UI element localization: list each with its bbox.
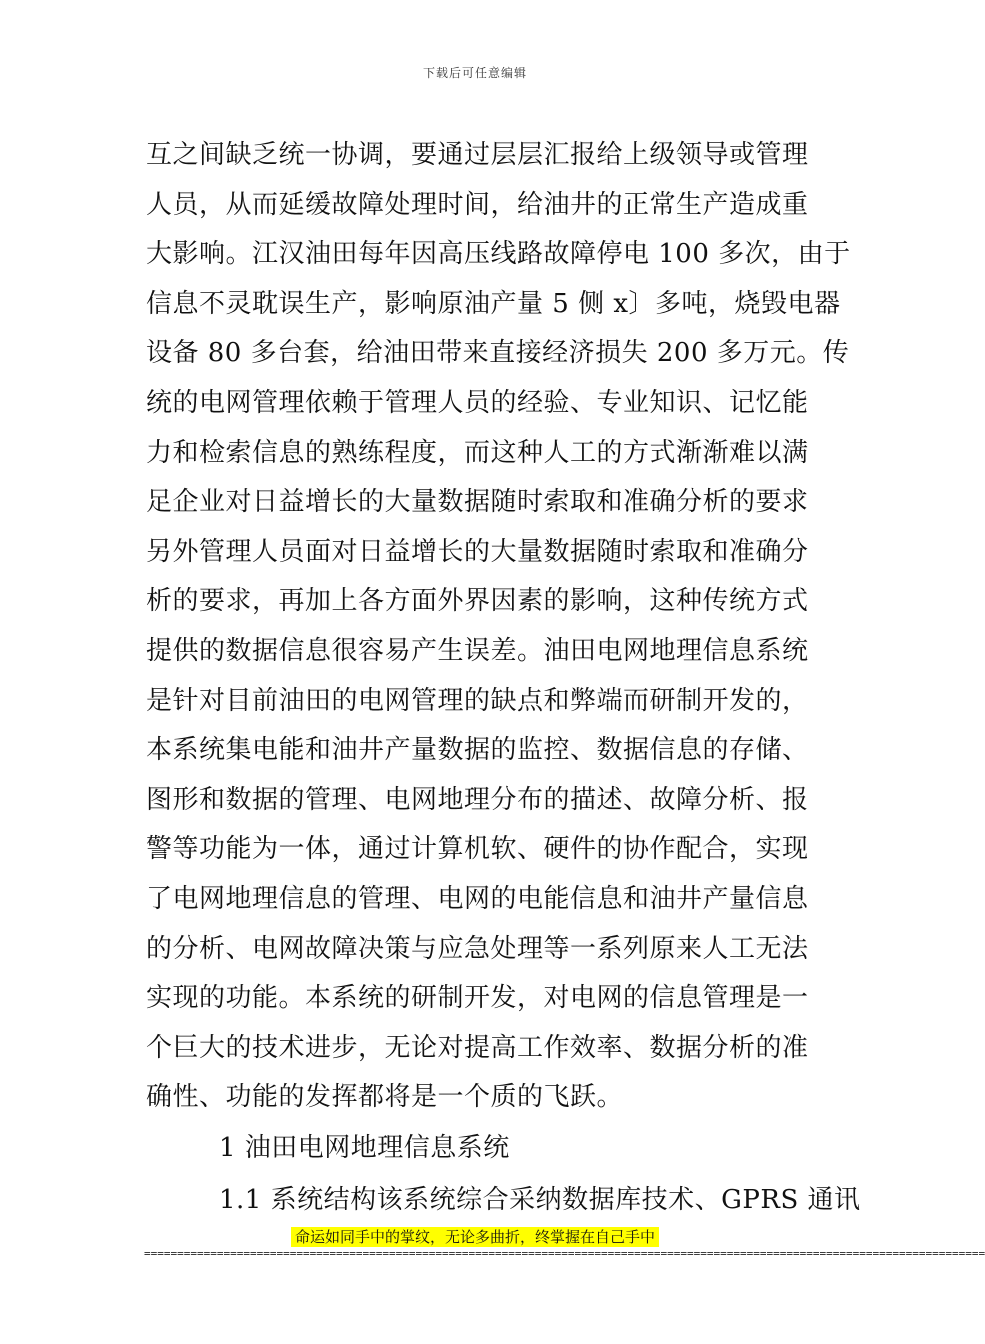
text-line: 人员，从而延缓故障处理时间，给油井的正常生产造成重 [146, 189, 809, 220]
text-line: 本系统集电能和油井产量数据的监控、数据信息的存储、 [146, 735, 809, 766]
header-note: 下载后可任意编辑 [422, 66, 527, 80]
footer-divider: =============================================================================================================================== [144, 1247, 985, 1260]
text-line: 析的要求，再加上各方面外界因素的影响，这种传统方式 [146, 586, 809, 617]
text-line: 信息不灵耽误生产，影响原油产量 5 侧 x〕多吨，烧毁电器 [146, 288, 841, 319]
footer-motto [0, 1227, 950, 1247]
text-line: 提供的数据信息很容易产生误差。油田电网地理信息系统 [146, 635, 809, 666]
text-line: 互之间缺乏统一协调，要通过层层汇报给上级领导或管理 [146, 140, 809, 170]
text-line: 警等功能为一体，通过计算机软、硬件的协作配合，实现 [146, 834, 809, 865]
text-line: 图形和数据的管理、电网地理分布的描述、故障分析、报 [146, 784, 809, 815]
text-line: 大影响。江汉油田每年因高压线路故障停电 100 多次，由于 [146, 239, 851, 270]
text-line: 力和检索信息的熟练程度，而这种人工的方式渐渐难以满 [146, 437, 809, 468]
subsection-line: 1.1 系统结构该系统综合采纳数据库技术、GPRS 通讯 [219, 1185, 861, 1215]
text-line: 是针对目前油田的电网管理的缺点和弊端而研制开发的， [146, 685, 809, 716]
text-line: 设备 80 多台套，给油田带来直接经济损失 200 多万元。传 [146, 338, 850, 369]
text-line: 足企业对日益增长的大量数据随时索取和准确分析的要求 [146, 487, 809, 518]
text-line: 个巨大的技术进步，无论对提高工作效率、数据分析的准 [146, 1032, 809, 1063]
text-line: 统的电网管理依赖于管理人员的经验、专业知识、记忆能 [146, 387, 809, 418]
body-text [146, 131, 851, 1123]
text-line: 的分析、电网故障决策与应急处理等一系列原来人工无法 [146, 933, 809, 964]
text-line: 实现的功能。本系统的研制开发，对电网的信息管理是一 [146, 983, 809, 1014]
section-block [219, 1122, 861, 1226]
section-heading: 1 油田电网地理信息系统 [219, 1133, 510, 1163]
text-line: 另外管理人员面对日益增长的大量数据随时索取和准确分 [146, 536, 809, 567]
footer-motto-text: 命运如同手中的掌纹，无论多曲折，终掌握在自己手中 [291, 1227, 659, 1247]
text-line: 了电网地理信息的管理、电网的电能信息和油井产量信息 [146, 883, 809, 914]
text-line: 确性、功能的发挥都将是一个质的飞跃。 [146, 1082, 624, 1113]
